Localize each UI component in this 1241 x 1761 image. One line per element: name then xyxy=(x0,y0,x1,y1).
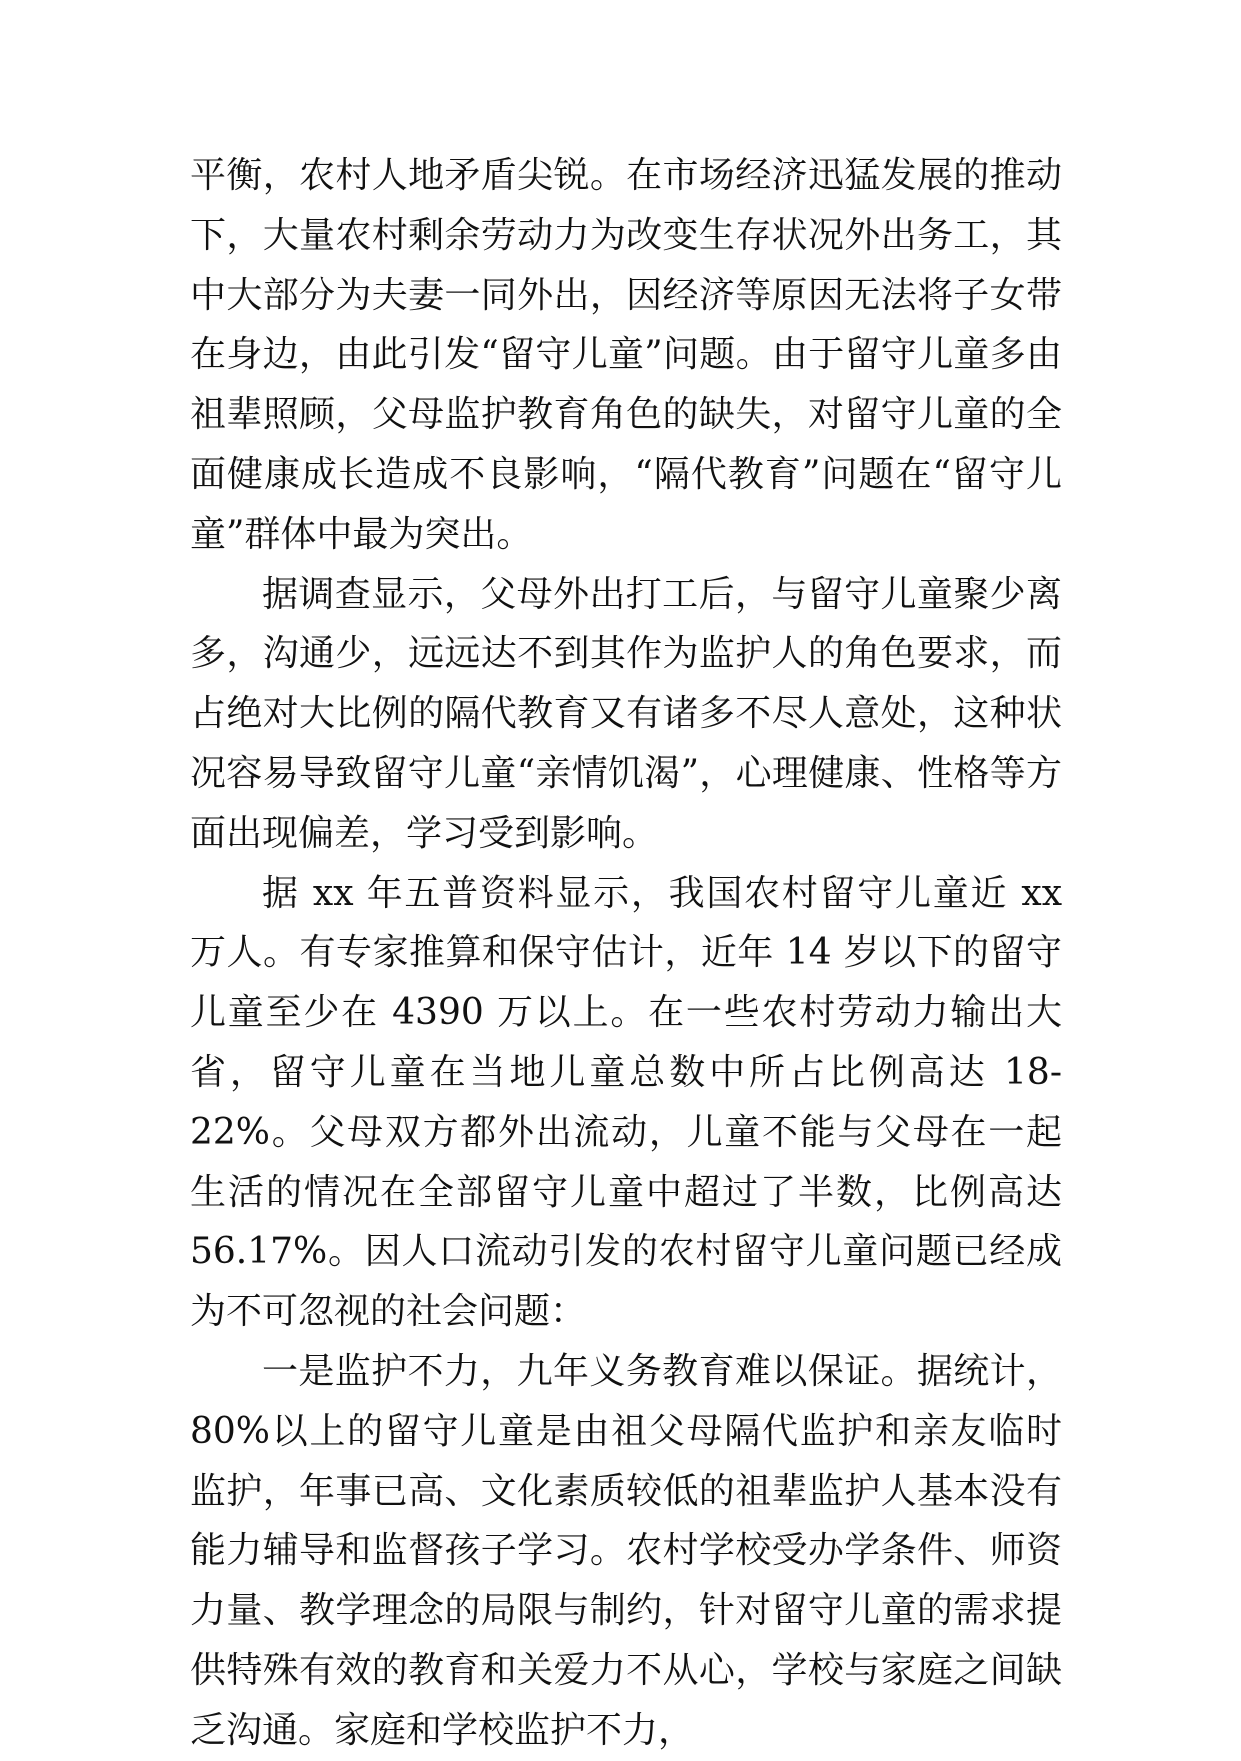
paragraph-2: 据调查显示，父母外出打工后，与留守儿童聚少离多，沟通少，远远达不到其作为监护人的角色要求，而占绝对大比例的隔代教育又有诸多不尽人意处，这种状况容易导致留守儿童“亲情饥渴”，心理健康、性格等方面出现偏差，学习受到影响。 xyxy=(190,573,1062,854)
document-body xyxy=(190,146,1062,1761)
paragraph-4: 一是监护不力，九年义务教育难以保证。据统计，80%以上的留守儿童是由祖父母隔代监护和亲友临时监护，年事已高、文化素质较低的祖辈监护人基本没有能力辅导和监督孩子学习。农村学校受办学条件、师资力量、教学理念的局限与制约，针对留守儿童的需求提供特殊有效的教育和关爱力不从心，学校与家庭之间缺乏沟通。家庭和学校监护不力， xyxy=(190,1350,1062,1751)
paragraph-3: 据 xx 年五普资料显示，我国农村留守儿童近 xx 万人。有专家推算和保守估计，近年 14 岁以下的留守儿童至少在 4390 万以上。在一些农村劳动力输出大省，留守儿童在当地儿童总数中所占比例高达 18-22%。父母双方都外出流动，儿童不能与父母在一起生活的情况在全部留守儿童中超过了半数，比例高达 56.17%。因人口流动引发的农村留守儿童问题已经成为不可忽视的社会问题： xyxy=(190,872,1062,1333)
paragraph-1: 平衡，农村人地矛盾尖锐。在市场经济迅猛发展的推动下，大量农村剩余劳动力为改变生存状况外出务工，其中大部分为夫妻一同外出，因经济等原因无法将子女带在身边，由此引发“留守儿童”问题。由于留守儿童多由祖辈照顾，父母监护教育角色的缺失，对留守儿童的全面健康成长造成不良影响，“隔代教育”问题在“留守儿童”群体中最为突出。 xyxy=(190,155,1062,555)
